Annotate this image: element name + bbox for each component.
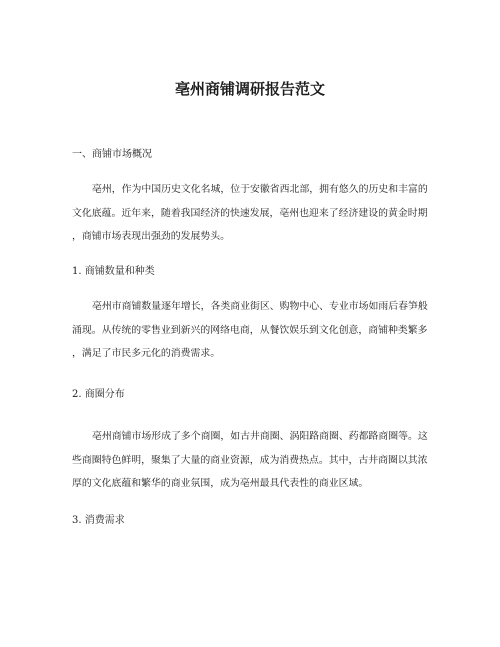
paragraph-line: ，商铺市场表现出强劲的发展势头。 — [72, 231, 231, 242]
paragraph-line: 亳州市商铺数量逐年增长，各类商业街区、购物中心、专业市场如雨后春笋般 — [92, 301, 428, 312]
paragraph-line: 些商圈特色鲜明，聚集了大量的商业资源，成为消费热点。其中，古井商圈以其浓 — [72, 454, 428, 466]
paragraph-line: 亳州，作为中国历史文化名城，位于安徽省西北部，拥有悠久的历史和丰富的 — [92, 184, 428, 195]
paragraph-shop-count-types — [72, 295, 432, 366]
document-title: 亳州商铺调研报告范文 — [174, 80, 325, 98]
subheading-consumer-demand: 3. 消费需求 — [72, 515, 125, 526]
paragraph-line: 文化底蕴。近年来，随着我国经济的快速发展，亳州也迎来了经济建设的黄金时期 — [72, 207, 428, 219]
paragraph-intro — [72, 178, 432, 249]
paragraph-line: ，满足了市民多元化的消费需求。 — [72, 348, 221, 359]
paragraph-line: 厚的文化底蕴和繁华的商业氛围，成为亳州最具代表性的商业区域。 — [72, 478, 369, 489]
paragraph-business-districts — [72, 425, 432, 496]
subheading-shop-count-types: 1. 商铺数量和种类 — [72, 266, 155, 277]
paragraph-line: 涌现。从传统的零售业到新兴的网络电商，从餐饮娱乐到文化创意，商铺种类繁多 — [72, 324, 428, 336]
subheading-business-districts: 2. 商圈分布 — [72, 389, 125, 400]
paragraph-line: 亳州商铺市场形成了多个商圈，如古井商圈、涡阳路商圈、药都路商圈等。这 — [92, 431, 428, 442]
section-heading-market-overview: 一、商铺市场概况 — [72, 149, 152, 160]
